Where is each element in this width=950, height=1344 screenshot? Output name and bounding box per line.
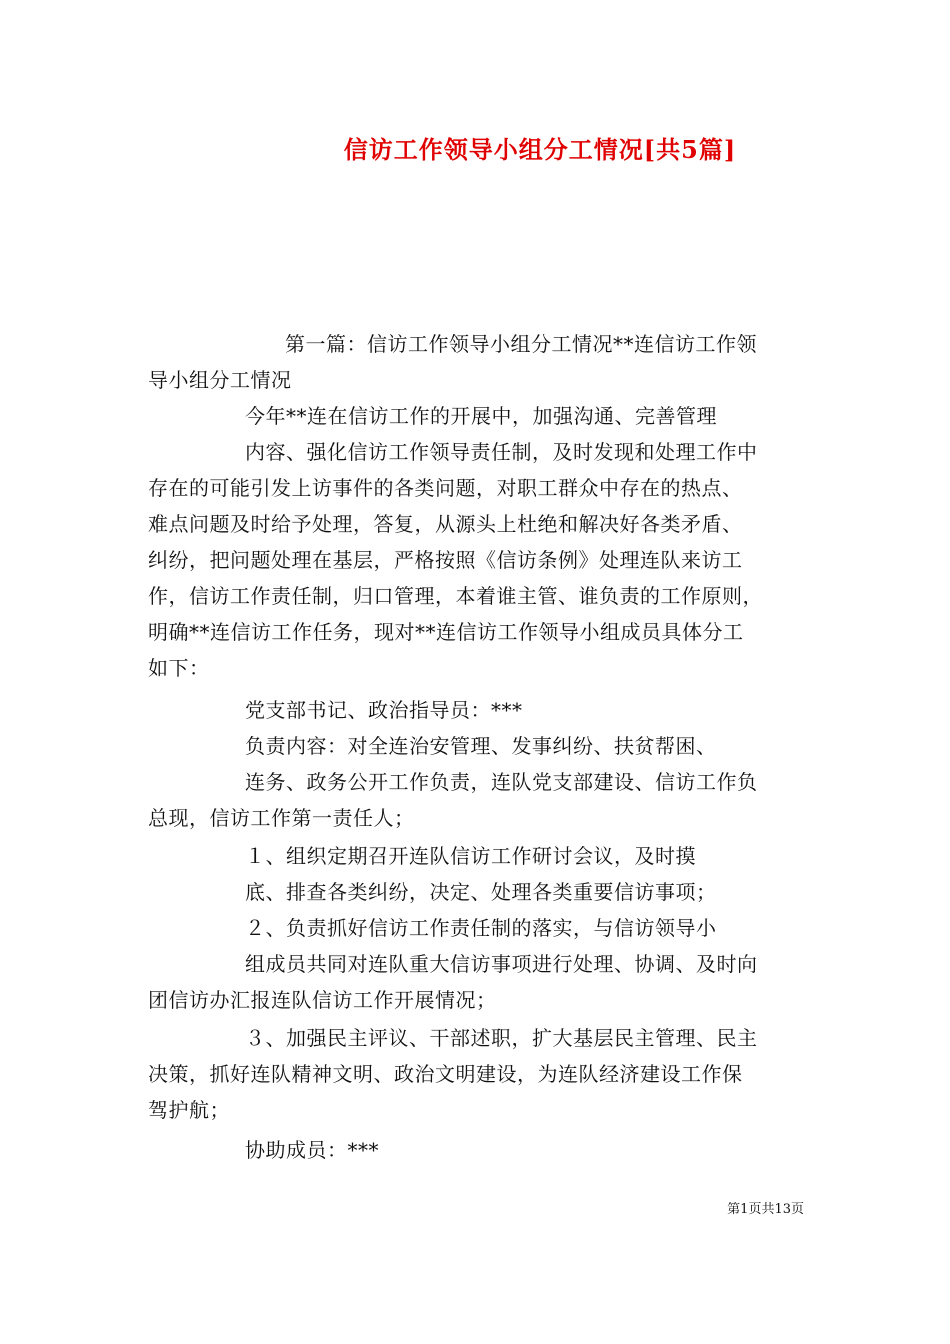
text-line: 难点问题及时给予处理，答复，从源头上杜绝和解决好各类矛盾、	[148, 512, 743, 536]
text-line: 组成员共同对连队重大信访事项进行处理、协调、及时向	[245, 952, 758, 976]
text-line: ３、加强民主评议、干部述职，扩大基层民主管理、民主	[245, 1026, 758, 1050]
text-line: 底、排查各类纠纷，决定、处理各类重要信访事项；	[245, 880, 717, 904]
text-line: 总现，信访工作第一责任人；	[148, 806, 415, 830]
text-line: 作，信访工作责任制，归口管理，本着谁主管、谁负责的工作原则，	[148, 584, 763, 608]
text-line: ２、负责抓好信访工作责任制的落实，与信访领导小	[245, 916, 717, 940]
text-line: 第一篇：信访工作领导小组分工情况**连信访工作领	[285, 332, 757, 356]
page-number: 第1页共13页	[727, 1202, 804, 1217]
text-line: 今年**连在信访工作的开展中，加强沟通、完善管理	[245, 404, 717, 428]
text-line: 党支部书记、政治指导员：***	[245, 698, 523, 722]
text-line: 明确**连信访工作任务，现对**连信访工作领导小组成员具体分工	[148, 620, 744, 644]
text-line: 如下：	[148, 656, 210, 680]
text-line: 内容、强化信访工作领导责任制，及时发现和处理工作中	[245, 440, 758, 464]
text-line: 纠纷，把问题处理在基层，严格按照《信访条例》处理连队来访工	[148, 548, 743, 572]
text-line: 连务、政务公开工作负责，连队党支部建设、信访工作负	[245, 770, 758, 794]
text-line: 协助成员：***	[245, 1138, 379, 1162]
document-title: 信访工作领导小组分工情况[共5篇]	[343, 135, 737, 164]
text-line: 决策，抓好连队精神文明、政治文明建设，为连队经济建设工作保	[148, 1062, 743, 1086]
text-line: 驾护航；	[148, 1098, 230, 1122]
text-line: 存在的可能引发上访事件的各类问题，对职工群众中存在的热点、	[148, 476, 743, 500]
text-line: 负责内容：对全连治安管理、发事纠纷、扶贫帮困、	[245, 734, 717, 758]
text-line: 团信访办汇报连队信访工作开展情况；	[148, 988, 497, 1012]
text-line: 导小组分工情况	[148, 368, 292, 392]
text-line: １、组织定期召开连队信访工作研讨会议，及时摸	[245, 844, 696, 868]
